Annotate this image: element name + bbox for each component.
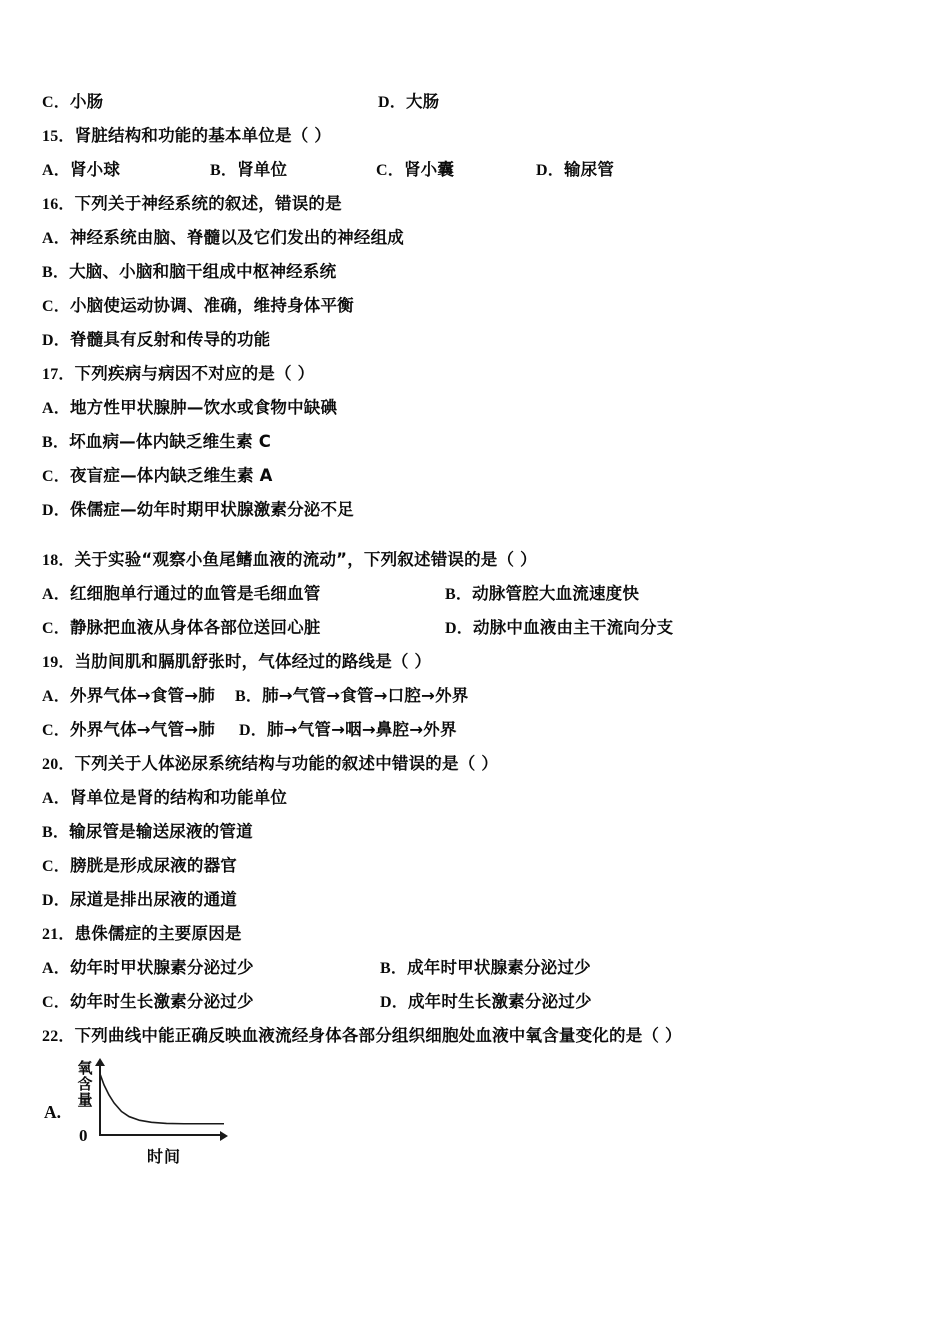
paragraph-spacer (42, 530, 908, 546)
chart-origin-label: 0 (79, 1126, 88, 1145)
option-c (42, 462, 273, 486)
chart-curve (99, 1064, 224, 1136)
question-stem-q15 (42, 122, 908, 156)
option-label: C． (42, 722, 70, 739)
option-d (380, 988, 592, 1012)
question-option-row (42, 462, 908, 496)
option-label: D． (378, 94, 406, 111)
question-option-row (42, 614, 908, 648)
option-label: C． (42, 468, 70, 485)
question-number: 20． (42, 756, 75, 773)
option-label: A． (42, 790, 70, 807)
option-label: A． (42, 162, 70, 179)
option-label: A． (42, 400, 70, 417)
question-number: 22． (42, 1028, 75, 1045)
option-text: 动脉管腔大血流速度快 (472, 584, 640, 603)
option-a (42, 954, 254, 978)
question-number: 16． (42, 196, 75, 213)
question-stem-q20 (42, 750, 908, 784)
option-label: B． (42, 434, 70, 451)
option-d (42, 886, 237, 910)
option-label: A． (42, 688, 70, 705)
option-b (210, 156, 287, 180)
question-stem-q18 (42, 546, 908, 580)
option-text: 静脉把血液从身体各部位送回心脏 (69, 618, 321, 637)
question-number: 19． (42, 654, 75, 671)
option-b (42, 428, 271, 452)
option-text: 夜盲症—体内缺乏维生素 A (69, 466, 273, 485)
question-option-row (42, 496, 908, 530)
y-axis-char-1: 氧 (77, 1059, 93, 1077)
option-c (42, 716, 215, 740)
option-text: 肺→气管→咽→鼻腔→外界 (266, 720, 457, 739)
option-text: 大肠 (405, 92, 440, 111)
question-stem-text: 下列关于神经系统的叙述，错误的是 (74, 194, 342, 213)
y-axis-char-2: 含 (77, 1075, 93, 1094)
option-label: C． (42, 94, 70, 111)
question-number: 15． (42, 128, 75, 145)
option-text: 成年时甲状腺素分泌过少 (407, 958, 591, 977)
question-stem-text: 下列曲线中能正确反映血液流经身体各部分组织细胞处血液中氧含量变化的是（ ） (74, 1026, 682, 1045)
question-option-row (42, 224, 908, 258)
option-text: 侏儒症—幼年时期甲状腺激素分泌不足 (69, 500, 354, 519)
option-text: 脊髓具有反射和传导的功能 (69, 330, 271, 349)
option-text: 坏血病—体内缺乏维生素 C (69, 432, 272, 451)
option-label: D． (42, 332, 70, 349)
option-label: B． (380, 960, 408, 977)
option-a (42, 156, 120, 180)
question-22-figure-option-a (42, 1060, 342, 1172)
option-b (380, 954, 591, 978)
question-stem-q19 (42, 648, 908, 682)
option-text: 输尿管 (563, 160, 615, 179)
option-text: 肾单位是肾的结构和功能单位 (69, 788, 288, 807)
option-text: 外界气体→气管→肺 (69, 720, 215, 739)
option-d (536, 156, 614, 180)
question-stem-q21 (42, 920, 908, 954)
option-text: 幼年时生长激素分泌过少 (69, 992, 254, 1011)
question-option-row (42, 682, 908, 716)
option-label: C． (42, 298, 70, 315)
option-d (445, 614, 673, 638)
question-option-row (42, 784, 908, 818)
question-stem-text: 下列疾病与病因不对应的是（ ） (74, 364, 315, 383)
option-label: D． (445, 620, 473, 637)
question-option-row (42, 258, 908, 292)
option-label: B． (210, 162, 238, 179)
option-a (42, 394, 337, 418)
option-a (42, 784, 287, 808)
option-label: C． (42, 620, 70, 637)
option-text: 小脑使运动协调、准确，维持身体平衡 (69, 296, 354, 315)
option-text: 动脉中血液由主干流向分支 (472, 618, 674, 637)
option-label: A. (44, 1102, 62, 1122)
question-option-row (42, 954, 908, 988)
option-d (239, 716, 457, 740)
option-c (42, 88, 103, 112)
option-b (445, 580, 639, 604)
option-c (42, 292, 354, 316)
question-option-row (42, 852, 908, 886)
option-text: 肾单位 (237, 160, 288, 179)
option-text: 大脑、小脑和脑干组成中枢神经系统 (69, 262, 337, 281)
question-stem-q22 (42, 1022, 908, 1056)
option-b (42, 258, 336, 282)
option-c (42, 988, 254, 1012)
chart-y-axis-label (75, 1060, 95, 1109)
option-c (376, 156, 454, 180)
question-stem-text: 下列关于人体泌尿系统结构与功能的叙述中错误的是（ ） (74, 754, 499, 773)
question-list (42, 88, 908, 1172)
option-text: 肺→气管→食管→口腔→外界 (262, 686, 469, 705)
option-a (42, 224, 404, 248)
option-text: 膀胱是形成尿液的器官 (69, 856, 237, 875)
option-text: 尿道是排出尿液的通道 (69, 890, 237, 909)
option-text: 肾小球 (69, 160, 121, 179)
question-number: 21． (42, 926, 75, 943)
option-a (42, 580, 320, 604)
option-b (235, 682, 468, 706)
option-label: D． (42, 892, 70, 909)
option-label: D． (380, 994, 408, 1011)
option-label: D． (42, 502, 70, 519)
option-text: 小肠 (69, 92, 104, 111)
question-block-q14-tail (42, 88, 908, 122)
question-option-row (42, 326, 908, 360)
option-c (42, 614, 320, 638)
question-stem-q16 (42, 190, 908, 224)
question-option-row (42, 394, 908, 428)
question-option-row (42, 818, 908, 852)
option-label: A． (42, 586, 70, 603)
option-text: 幼年时甲状腺素分泌过少 (69, 958, 254, 977)
question-number: 18． (42, 552, 75, 569)
option-text: 成年时生长激素分泌过少 (407, 992, 592, 1011)
option-text: 输尿管是输送尿液的管道 (69, 822, 253, 841)
option-label: B． (235, 688, 263, 705)
option-d (42, 326, 270, 350)
question-options-q15 (42, 156, 908, 190)
question-option-row (42, 716, 908, 750)
option-a (42, 682, 215, 706)
chart-x-axis-label: 时间 (147, 1147, 182, 1166)
option-label: A． (42, 960, 70, 977)
option-label: B． (42, 824, 70, 841)
option-label: B． (445, 586, 473, 603)
option-b (42, 818, 253, 842)
option-label: D． (239, 722, 267, 739)
question-stem-text: 患侏儒症的主要原因是 (74, 924, 242, 943)
option-d (378, 88, 439, 112)
option-label: C． (42, 994, 70, 1011)
question-stem-q17 (42, 360, 908, 394)
option-d (42, 496, 354, 520)
question-stem-text: 关于实验“观察小鱼尾鳍血液的流动”，下列叙述错误的是（ ） (74, 550, 537, 569)
option-text: 神经系统由脑、脊髓以及它们发出的神经组成 (69, 228, 404, 247)
option-c (42, 852, 237, 876)
question-stem-text: 当肋间肌和膈肌舒张时，气体经过的路线是（ ） (74, 652, 432, 671)
option-label: C． (376, 162, 404, 179)
option-text: 肾小囊 (403, 160, 455, 179)
question-option-row (42, 580, 908, 614)
question-stem-text: 肾脏结构和功能的基本单位是（ ） (74, 126, 332, 145)
option-text: 红细胞单行通过的血管是毛细血管 (69, 584, 321, 603)
question-option-row (42, 428, 908, 462)
question-option-row (42, 988, 908, 1022)
option-label: D． (536, 162, 564, 179)
option-text: 地方性甲状腺肿—饮水或食物中缺碘 (69, 398, 338, 417)
option-label: B． (42, 264, 70, 281)
option-text: 外界气体→食管→肺 (69, 686, 215, 705)
question-option-row (42, 886, 908, 920)
option-label: C． (42, 858, 70, 875)
question-option-row (42, 292, 908, 326)
y-axis-char-3: 量 (77, 1091, 93, 1110)
question-number: 17． (42, 366, 75, 383)
option-label: A． (42, 230, 70, 247)
